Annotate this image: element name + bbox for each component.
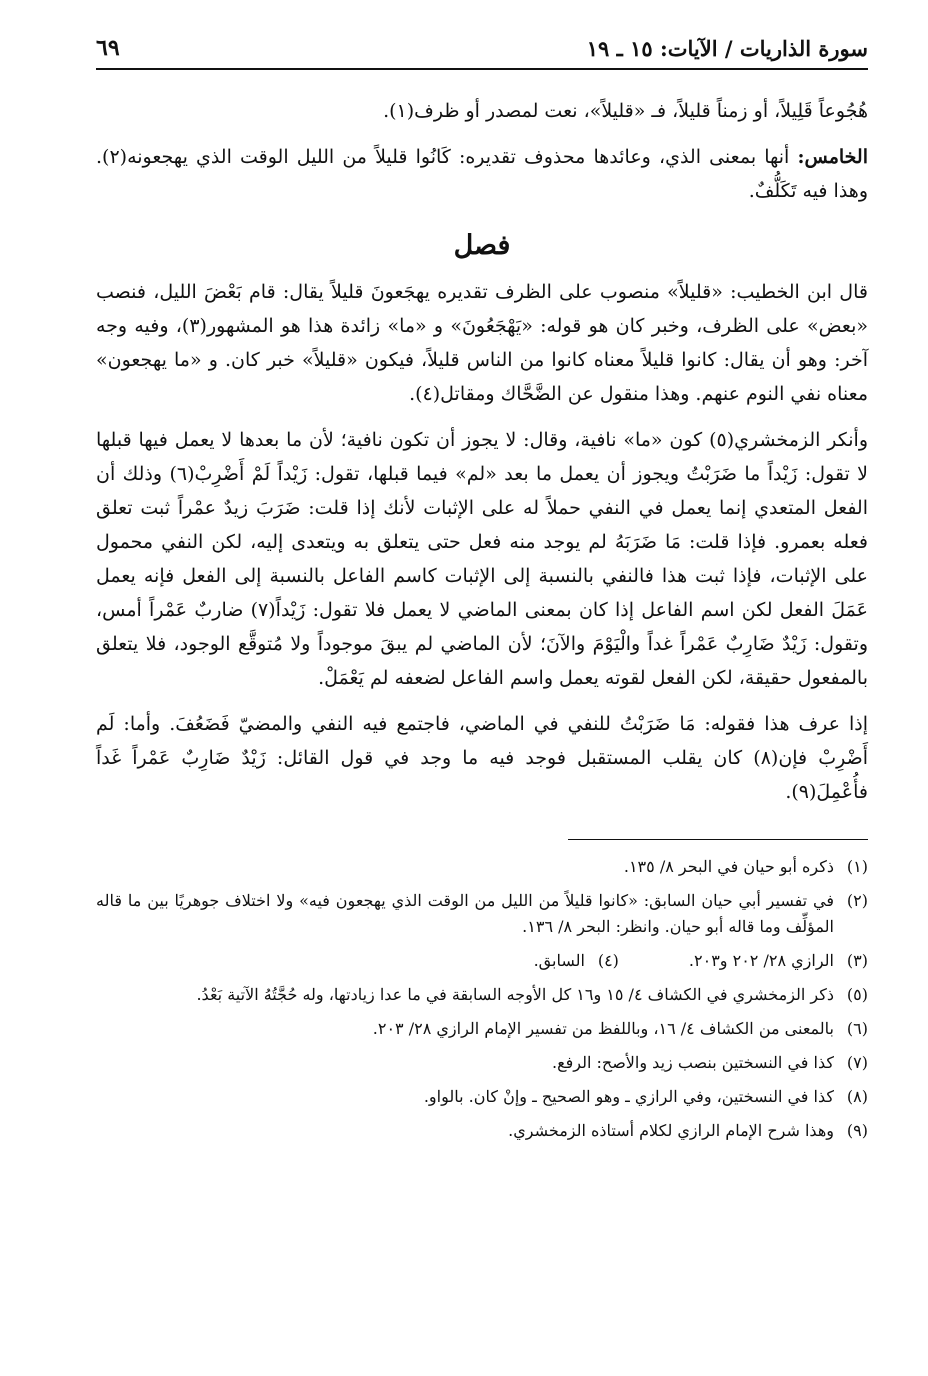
footnote-number: (١) <box>846 857 868 876</box>
footnote-number: (٥) <box>846 985 868 1004</box>
section-paragraph-3: إذا عرف هذا فقوله: مَا ضَرَبْتُ للنفي في الماضي، فاجتمع فيه النفي والمضيّ فَضَعُفَ. وأما: لَم أَضْرِبْ فإن(٨) كان يقلب المستقبل فوجد فيه ما وجد في قول القائل: زَيْدٌ ضَارِبٌ عَمْراً غَداً فأُعْمِلَ(٩). <box>96 713 868 803</box>
running-header <box>96 28 868 70</box>
book-page <box>96 28 868 1152</box>
footnote-text: في تفسير أبي حيان السابق: «كانوا قليلاً من الليل من الوقت الذي يهجعون فيه» ولا اختلاف جوهريًا بين ما قاله المؤلِّف وما قاله أبو حيان. وانظر: البحر ٨/ ١٣٦. <box>96 891 834 936</box>
footnote-number: (٤) <box>597 951 619 970</box>
section-paragraph-2: وأنكر الزمخشري(٥) كون «ما» نافية، وقال: لا يجوز أن تكون نافية؛ لأن ما بعدها لا يعمل فيها قبلها لا تقول: زَيْداً ما ضَرَبْتُ ويجوز أن يعمل ما بعد «لم» فيما قبلها، تقول: زَيْداً لَمْ أَضْرِبْ(٦) وذلك أن الفعل المتعدي إنما يعمل في النفي حملاً له على الإثبات لأنك إذا قلت: ضَرَبَ زيدٌ عمْراً ثبت تعلق فعله بعمرو. فإذا قلت: مَا ضَرَبَهُ لم يوجد منه فعل حتى يتعلق به ويتعدى إليه، لكن النفي محمول على الإثبات، فإذا ثبت هذا فالنفي بالنسبة إلى الإثبات كاسم الفاعل بالنسبة إلى الفعل فإنه يعمل عَمَلَ الفعل لكن اسم الفاعل إذا كان بمعنى الماضي لا يعمل فلا تقول: زَيْداً(٧) ضاربٌ عَمْراً أمس، وتقول: زَيْدٌ ضَارِبٌ عَمْراً غداً والْيَوْمَ والآنَ؛ لأن الماضي لم يبقَ موجوداً ولا مُتوقَّع الوجود، فلا يتعلق بالمفعول حقيقة، لكن الفعل لقوته يعمل واسم الفاعل لضعفه لم يَعْمَلْ. <box>96 429 868 689</box>
footnote-text: بالمعنى من الكشاف ٤/ ١٦، وباللفظ من تفسير الإمام الرازي ٢٨/ ٢٠٣. <box>372 1019 834 1038</box>
paragraph-1: هُجُوعاً قَلِيلاً، أو زمناً قليلاً، فـ «قليلاً»، نعت لمصدر أو ظرف(١). <box>383 100 868 122</box>
footnote-number: (٧) <box>846 1053 868 1072</box>
footnote-2 <box>96 888 868 940</box>
footnote-text: كذا في النسختين، وفي الرازي ـ وهو الصحيح ـ وإنْ كان. بالواو. <box>423 1087 834 1106</box>
footnote-7 <box>96 1050 868 1076</box>
footnote-8 <box>96 1084 868 1110</box>
footnote-separator <box>568 839 868 840</box>
section-heading: فصل <box>453 230 511 261</box>
footnote-5 <box>96 982 868 1008</box>
footnote-6 <box>96 1016 868 1042</box>
footnote-text: الرازي ٢٨/ ٢٠٢ و٢٠٣. <box>688 951 834 970</box>
footnote-number: (٢) <box>846 891 868 910</box>
footnote-1 <box>96 854 868 880</box>
footnote-9 <box>96 1118 868 1144</box>
running-title: سورة الذاريات / الآيات: ١٥ ـ ١٩ <box>586 35 868 61</box>
footnote-text: وهذا شرح الإمام الرازي لكلام أستاذه الزمخشري. <box>508 1121 834 1140</box>
fifth-text: أنها بمعنى الذي، وعائدها محذوف تقديره: كَانُوا قليلاً من الليل الوقت الذي يهجعونه(٢). وهذا فيه تَكَلُّفٌ. <box>96 146 868 202</box>
footnote-3-4 <box>96 948 868 974</box>
footnote-number: (٣) <box>846 951 868 970</box>
footnote-number: (٦) <box>846 1019 868 1038</box>
footnote-number: (٨) <box>846 1087 868 1106</box>
page-number: ٦٩ <box>96 35 120 61</box>
footnote-text: السابق. <box>533 951 585 970</box>
main-text <box>96 94 868 809</box>
paragraph-fifth <box>96 140 868 208</box>
section-paragraph-1: قال ابن الخطيب: «قليلاً» منصوب على الظرف تقديره يهجَعونَ قليلاً يقال: قام بَعْضَ الليل، فنصب «بعض» على الظرف، وخبر كان هو قوله: «يَهْجَعُونَ» و «ما» زائدة هذا هو المشهور(٣)، وفيه وجه آخر: وهو أن يقال: كانوا قليلاً معناه كانوا من الناس قليلاً، فيكون «قليلاً» خبر كان. و «ما يهجعون» معناه نفي النوم عنهم. وهذا منقول عن الضَّحَّاك ومقاتل(٤). <box>96 281 868 405</box>
footnote-text: كذا في النسختين بنصب زيد والأصح: الرفع. <box>552 1053 834 1072</box>
footnote-text: ذكر الزمخشري في الكشاف ٤/ ١٥ و١٦ كل الأوجه السابقة في ما عدا زيادتها، وله حُجَّتُهُ الآتية بَعْدُ. <box>196 985 834 1004</box>
footnotes <box>96 854 868 1144</box>
footnote-text: ذكره أبو حيان في البحر ٨/ ١٣٥. <box>623 857 834 876</box>
footnote-number: (٩) <box>846 1121 868 1140</box>
fifth-label: الخامس: <box>797 146 869 168</box>
